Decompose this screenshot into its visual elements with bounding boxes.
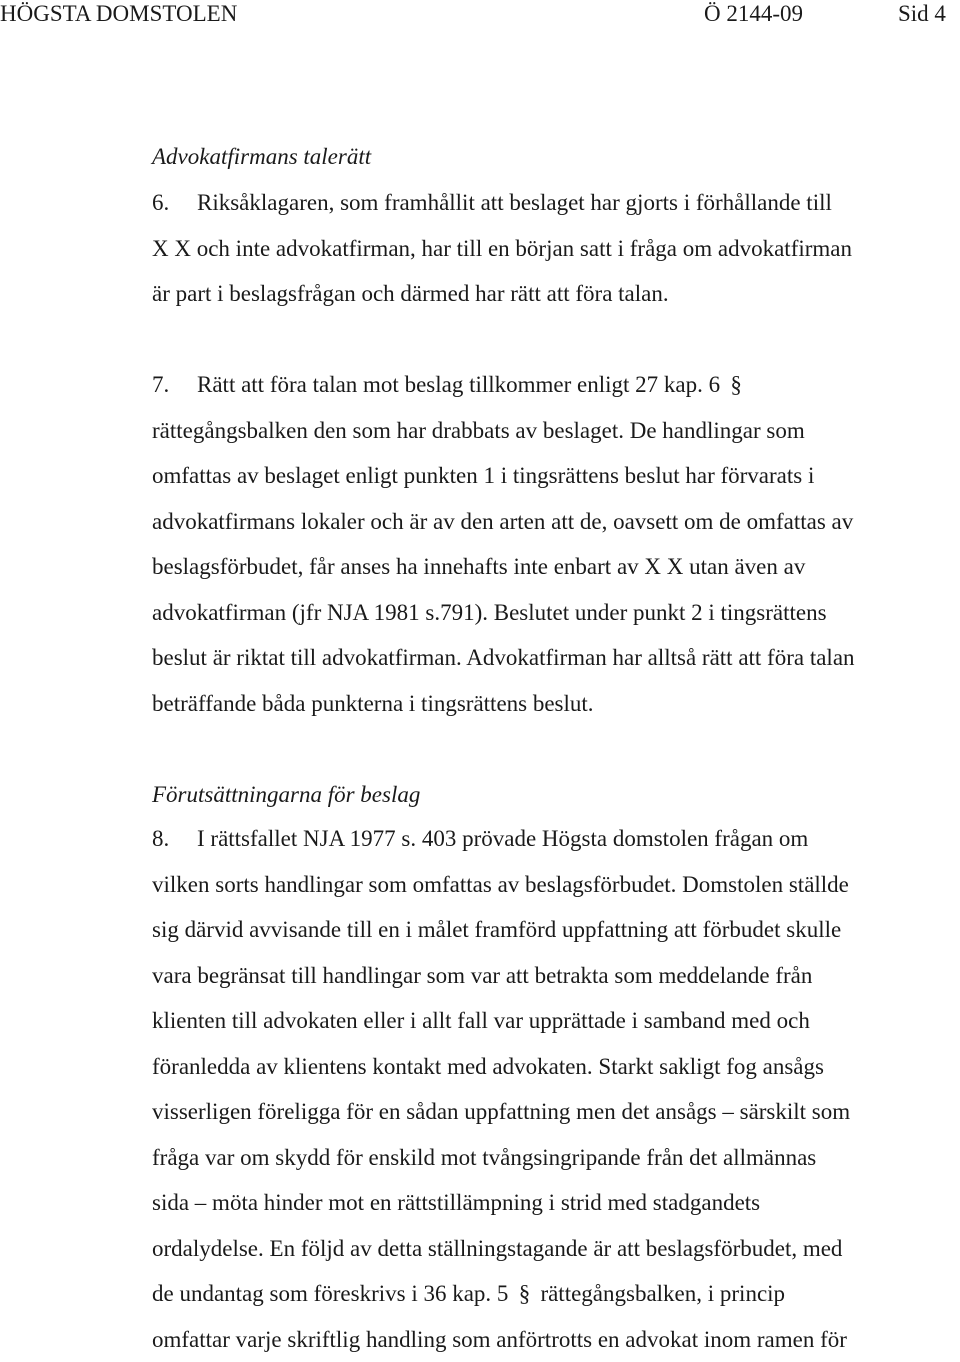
paragraph-7-line: advokatfirman (jfr NJA 1981 s.791). Beslutet under punkt 2 i tingsrättens [152, 590, 958, 636]
paragraph-number: 8. [152, 816, 197, 862]
section-symbol: § [730, 362, 742, 408]
paragraph-6-line: är part i beslagsfrågan och därmed har rätt att föra talan. [152, 271, 958, 317]
paragraph-number: 7. [152, 362, 197, 408]
paragraph-8-line: omfattar varje skriftlig handling som anförtrotts en advokat inom ramen för [152, 1317, 958, 1362]
paragraph-8-line: vara begränsat till handlingar som var att betrakta som meddelande från [152, 953, 958, 999]
page-header [0, 0, 960, 30]
paragraph-7-line: beträffande båda punkterna i tingsrättens beslut. [152, 681, 958, 727]
court-name: HÖGSTA DOMSTOLEN [0, 0, 237, 28]
paragraph-8-line: klienten till advokaten eller i allt fall var upprättade i samband med och [152, 998, 958, 1044]
paragraph-7-line: rättegångsbalken den som har drabbats av beslaget. De handlingar som [152, 408, 958, 454]
paragraph-7-line: 7. Rätt att föra talan mot beslag tillkommer enligt 27 kap. 6 § [152, 362, 958, 408]
paragraph-number: 6. [152, 180, 197, 226]
paragraph-6 [152, 180, 958, 317]
paragraph-7 [152, 362, 958, 726]
paragraph-8-line: visserligen föreligga för en sådan uppfattning men det ansågs – särskilt som [152, 1089, 958, 1135]
paragraph-8-line: föranledda av klientens kontakt med advokaten. Starkt sakligt fog ansågs [152, 1044, 958, 1090]
paragraph-7-line: omfattas av beslaget enligt punkten 1 i tingsrättens beslut har förvarats i [152, 453, 958, 499]
section-symbol: § [518, 1271, 530, 1317]
section-heading-beslag: Förutsättningarna för beslag [152, 781, 958, 809]
paragraph-7-line: beslut är riktat till advokatfirman. Advokatfirman har alltså rätt att föra talan [152, 635, 958, 681]
case-number: Ö 2144-09 [704, 0, 803, 28]
paragraph-7-line: advokatfirmans lokaler och är av den arten att de, oavsett om de omfattas av [152, 499, 958, 545]
paragraph-6-line: 6. Riksåklagaren, som framhållit att beslaget har gjorts i förhållande till [152, 180, 958, 226]
paragraph-6-line: X X och inte advokatfirman, har till en början satt i fråga om advokatfirman [152, 226, 958, 272]
page-number: Sid 4 [898, 0, 946, 28]
paragraph-8 [152, 816, 958, 1362]
paragraph-8-line: fråga var om skydd för enskild mot tvångsingripande från det allmännas [152, 1135, 958, 1181]
paragraph-8-line: de undantag som föreskrivs i 36 kap. 5 § rättegångsbalken, i princip [152, 1271, 958, 1317]
paragraph-8-line: vilken sorts handlingar som omfattas av beslagsförbudet. Domstolen ställde [152, 862, 958, 908]
paragraph-7-line: beslagsförbudet, får anses ha innehafts inte enbart av X X utan även av [152, 544, 958, 590]
paragraph-8-line: ordalydelse. En följd av detta ställningstagande är att beslagsförbudet, med [152, 1226, 958, 1272]
paragraph-8-line: sig därvid avvisande till en i målet framförd uppfattning att förbudet skulle [152, 907, 958, 953]
paragraph-8-line: sida – möta hinder mot en rättstillämpning i strid med stadgandets [152, 1180, 958, 1226]
section-heading-talerätt: Advokatfirmans talerätt [152, 143, 958, 171]
paragraph-8-line: 8. I rättsfallet NJA 1977 s. 403 prövade Högsta domstolen frågan om [152, 816, 958, 862]
